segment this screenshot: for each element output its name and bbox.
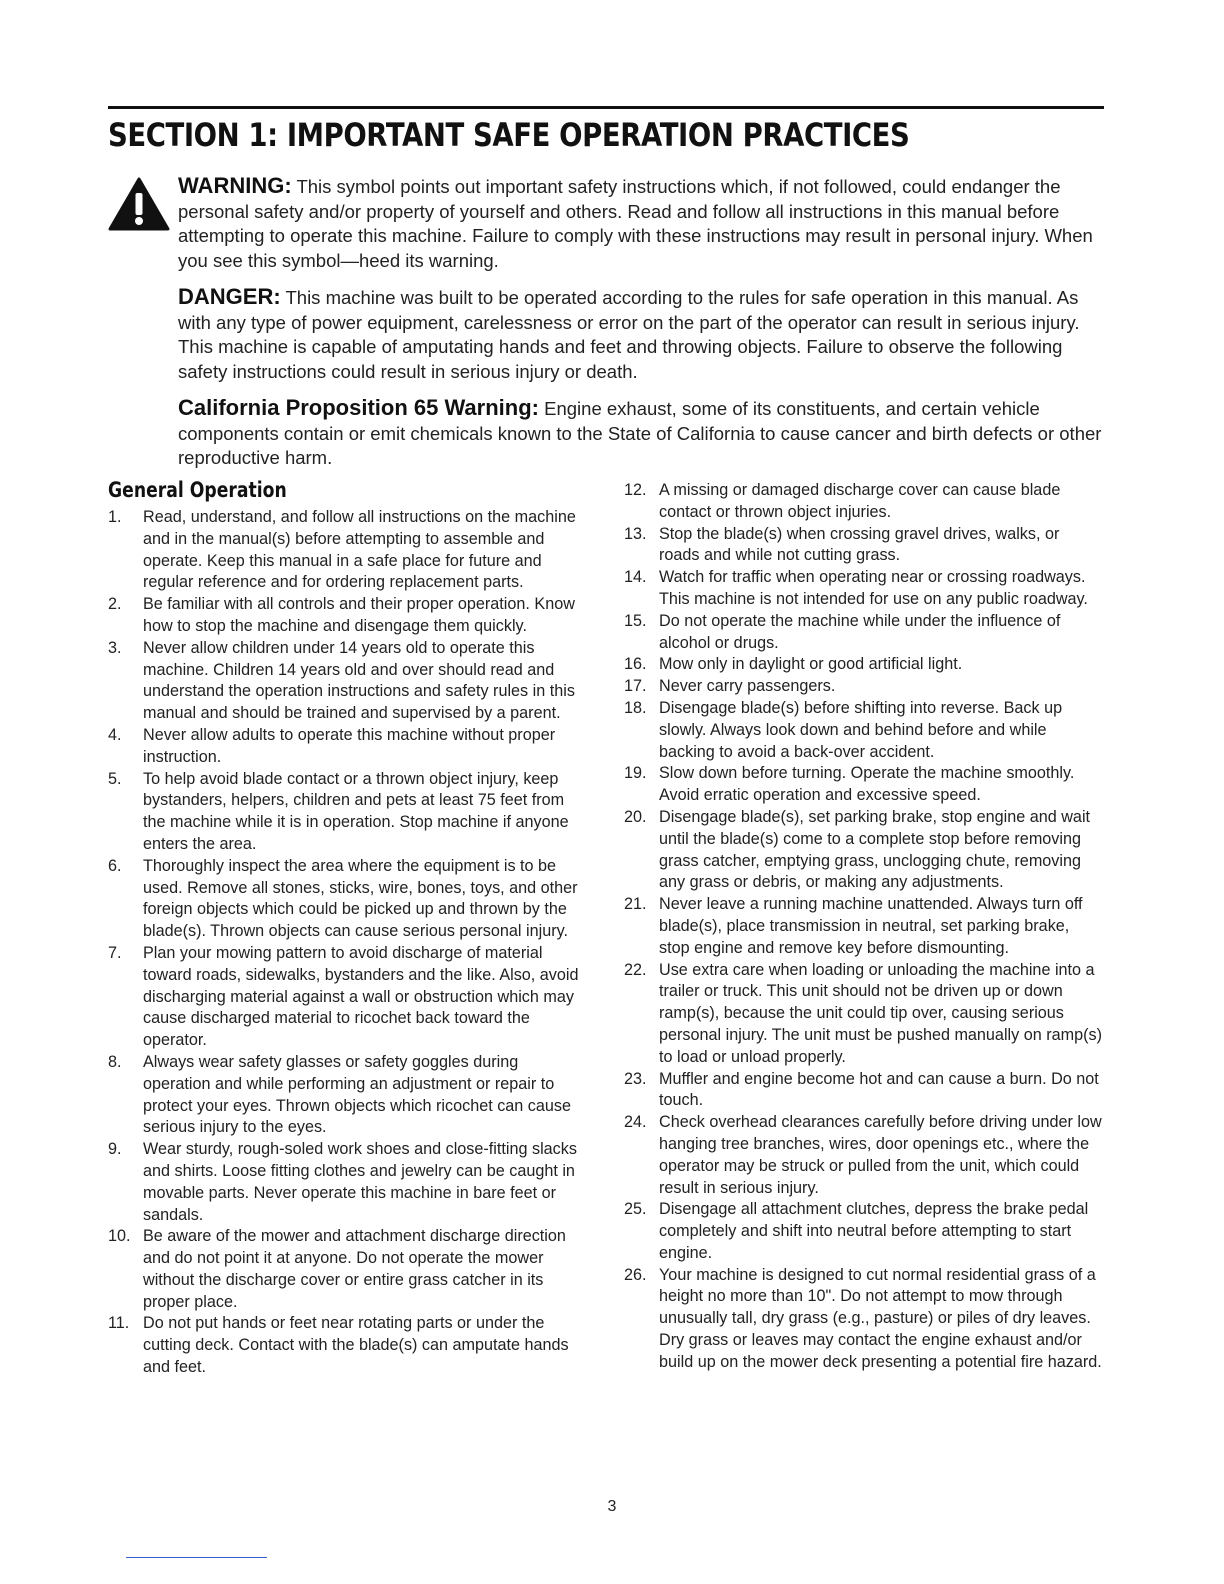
safety-list-left <box>108 507 588 1379</box>
list-item <box>624 807 1104 894</box>
list-item <box>624 654 1104 676</box>
list-item-number: 10. <box>108 1227 131 1246</box>
list-item-number: 6. <box>108 856 122 875</box>
list-item-number: 16. <box>624 655 647 674</box>
page-number: 3 <box>607 1498 617 1515</box>
list-item-number: 18. <box>624 698 647 717</box>
list-item-text: Be aware of the mower and attachment discharge direction and do not point it at anyone. Do not operate the mower without the discharge cover or entire grass catcher in its proper place. <box>143 1227 566 1311</box>
warning-notice <box>178 174 1104 273</box>
list-item-number: 7. <box>108 943 122 962</box>
list-item-number: 1. <box>108 508 122 526</box>
list-item-text: Never allow adults to operate this machine without proper instruction. <box>143 725 556 766</box>
list-item-number: 23. <box>624 1069 647 1088</box>
list-item-number: 15. <box>624 611 647 630</box>
list-item-number: 9. <box>108 1140 122 1159</box>
list-item-text: Read, understand, and follow all instructions on the machine and in the manual(s) before attempting to assemble and operate. Keep this manual in a safe place for future and regular reference and for ordering replacement parts. <box>143 508 576 592</box>
list-item <box>624 1069 1104 1113</box>
list-item-text: To help avoid blade contact or a thrown object injury, keep bystanders, helpers, children and pets at least 75 feet from the machine while it is in operation. Stop machine if anyone enters the area. <box>143 769 569 853</box>
list-item <box>108 594 588 638</box>
list-item-text: Do not put hands or feet near rotating parts or under the cutting deck. Contact with the blade(s) can amputate hands and feet. <box>143 1314 569 1377</box>
list-item-text: Watch for traffic when operating near or crossing roadways. This machine is not intended for use on any public roadway. <box>659 568 1088 608</box>
list-item <box>624 960 1104 1069</box>
list-item-number: 14. <box>624 568 647 587</box>
list-item-number: 11. <box>108 1314 130 1333</box>
general-operation-heading: General Operation <box>108 478 287 502</box>
list-item-text: Never leave a running machine unattended. Always turn off blade(s), place transmission in neutral, set parking brake, stop engine and remove key before dismounting. <box>659 895 1083 957</box>
list-item <box>108 1226 588 1313</box>
list-item-number: 26. <box>624 1265 647 1284</box>
list-item-text: Never carry passengers. <box>659 677 836 696</box>
warning-triangle-icon <box>108 176 170 232</box>
warning-label: WARNING: <box>178 173 292 198</box>
list-item-text: Mow only in daylight or good artificial light. <box>659 655 963 674</box>
list-item-text: A missing or damaged discharge cover can cause blade contact or thrown object injuries. <box>659 481 1061 521</box>
warning-text: This symbol points out important safety instructions which, if not followed, could endanger the personal safety and/or property of yourself and others. Read and follow all instructions in this manual before attempting to operate this machine. Failure to comply with these instructions may result in personal injury. When you see this symbol—heed its warning. <box>178 176 1093 271</box>
list-item-number: 22. <box>624 960 647 979</box>
right-column <box>624 478 1104 1374</box>
list-item <box>108 1139 588 1226</box>
list-item <box>108 725 588 769</box>
left-column <box>108 478 588 1379</box>
danger-notice <box>178 285 1104 384</box>
list-item-number: 12. <box>624 481 647 499</box>
list-item-text: Your machine is designed to cut normal residential grass of a height no more than 10". Do not attempt to mow through unusually tall, dry grass (e.g., pasture) or piles of dry leaves. Dry grass or leaves may contact the engine exhaust and/or build up on the mower deck presenting a potential fire hazard. <box>659 1265 1102 1371</box>
list-item-text: Stop the blade(s) when crossing gravel drives, walks, or roads and while not cutting grass. <box>659 524 1060 565</box>
list-item-text: Always wear safety glasses or safety goggles during operation and while performing an adjustment or repair to protect your eyes. Thrown objects which ricochet can cause serious injury to the eyes. <box>143 1052 571 1137</box>
list-item <box>624 698 1104 763</box>
list-item-number: 21. <box>624 895 647 914</box>
list-item-text: Be familiar with all controls and their proper operation. Know how to stop the machine and disengage them quickly. <box>143 595 575 635</box>
list-item-text: Muffler and engine become hot and can cause a burn. Do not touch. <box>659 1069 1099 1110</box>
list-item-number: 13. <box>624 524 647 543</box>
list-item <box>624 480 1104 524</box>
list-item <box>624 676 1104 698</box>
prop65-notice <box>178 396 1104 471</box>
list-item-text: Plan your mowing pattern to avoid discharge of material toward roads, sidewalks, bystanders and the like. Also, avoid discharging material against a wall or obstruction which may cause discharged material to ricochet back toward the operator. <box>143 943 579 1050</box>
list-item-number: 24. <box>624 1113 647 1132</box>
danger-label: DANGER: <box>178 284 281 309</box>
section-title: SECTION 1: IMPORTANT SAFE OPERATION PRACTICES <box>108 116 910 154</box>
prop65-label: California Proposition 65 Warning: <box>178 395 539 420</box>
list-item <box>108 1052 588 1139</box>
list-item <box>108 856 588 943</box>
list-item <box>624 894 1104 959</box>
list-item <box>624 1265 1104 1374</box>
top-rule <box>108 106 1104 109</box>
list-item <box>108 638 588 725</box>
list-item <box>108 943 588 1052</box>
list-item <box>624 567 1104 611</box>
list-item-number: 20. <box>624 807 647 826</box>
list-item-number: 19. <box>624 764 647 783</box>
safety-list-right <box>624 480 1104 1374</box>
list-item-text: Check overhead clearances carefully before driving under low hanging tree branches, wires, door openings etc., where the operator may be struck or pulled from the unit, which could result in serious injury. <box>659 1113 1102 1197</box>
footer-line <box>126 1557 267 1558</box>
prop65-text: Engine exhaust, some of its constituents, and certain vehicle components contain or emit chemicals known to the State of California to cause cancer and birth defects or other reproductive harm. <box>178 398 1102 468</box>
list-item-text: Never allow children under 14 years old to operate this machine. Children 14 years old and over should read and understand the operation instructions and safety rules in this manual and should be trained and supervised by a parent. <box>143 638 575 723</box>
list-item-text: Disengage blade(s) before shifting into reverse. Back up slowly. Always look down and behind before and while backing to avoid a back-over accident. <box>659 698 1063 761</box>
list-item-text: Slow down before turning. Operate the machine smoothly. Avoid erratic operation and excessive speed. <box>659 764 1075 805</box>
list-item-text: Disengage blade(s), set parking brake, stop engine and wait until the blade(s) come to a complete stop before removing grass catcher, emptying grass, unclogging chute, removing any grass or debris, or making any adjustments. <box>659 807 1091 892</box>
list-item <box>624 1199 1104 1264</box>
list-item-text: Thoroughly inspect the area where the equipment is to be used. Remove all stones, sticks, wire, bones, toys, and other foreign objects which could be picked up and thrown by the blade(s). Thrown objects can cause serious personal injury. <box>143 856 578 941</box>
list-item-text: Wear sturdy, rough-soled work shoes and close-fitting slacks and shirts. Loose fitting clothes and jewelry can be caught in movable parts. Never operate this machine in bare feet or sandals. <box>143 1140 577 1224</box>
danger-text: This machine was built to be operated according to the rules for safe operation in this manual. As with any type of power equipment, carelessness or error on the part of the operator can result in serious injury. This machine is capable of amputating hands and feet and throwing objects. Failure to observe the following safety instructions could result in serious injury or death. <box>178 287 1080 382</box>
list-item <box>108 1313 588 1378</box>
list-item-text: Use extra care when loading or unloading the machine into a trailer or truck. This unit should not be driven up or down ramp(s), because the unit could tip over, causing serious personal injury. The unit must be pushed manually on ramp(s) to load or unload properly. <box>659 960 1102 1066</box>
list-item-number: 2. <box>108 595 122 614</box>
list-item <box>108 769 588 856</box>
list-item-text: Do not operate the machine while under the influence of alcohol or drugs. <box>659 611 1061 652</box>
list-item-number: 17. <box>624 677 647 696</box>
list-item-number: 3. <box>108 638 122 657</box>
list-item <box>624 1112 1104 1199</box>
list-item-number: 25. <box>624 1200 647 1219</box>
list-item-number: 8. <box>108 1052 122 1071</box>
list-item <box>624 524 1104 568</box>
list-item-number: 5. <box>108 769 122 788</box>
list-item <box>624 611 1104 655</box>
list-item <box>624 763 1104 807</box>
list-item-text: Disengage all attachment clutches, depress the brake pedal completely and shift into neutral before attempting to start engine. <box>659 1200 1089 1262</box>
list-item-number: 4. <box>108 725 122 744</box>
list-item <box>108 507 588 594</box>
